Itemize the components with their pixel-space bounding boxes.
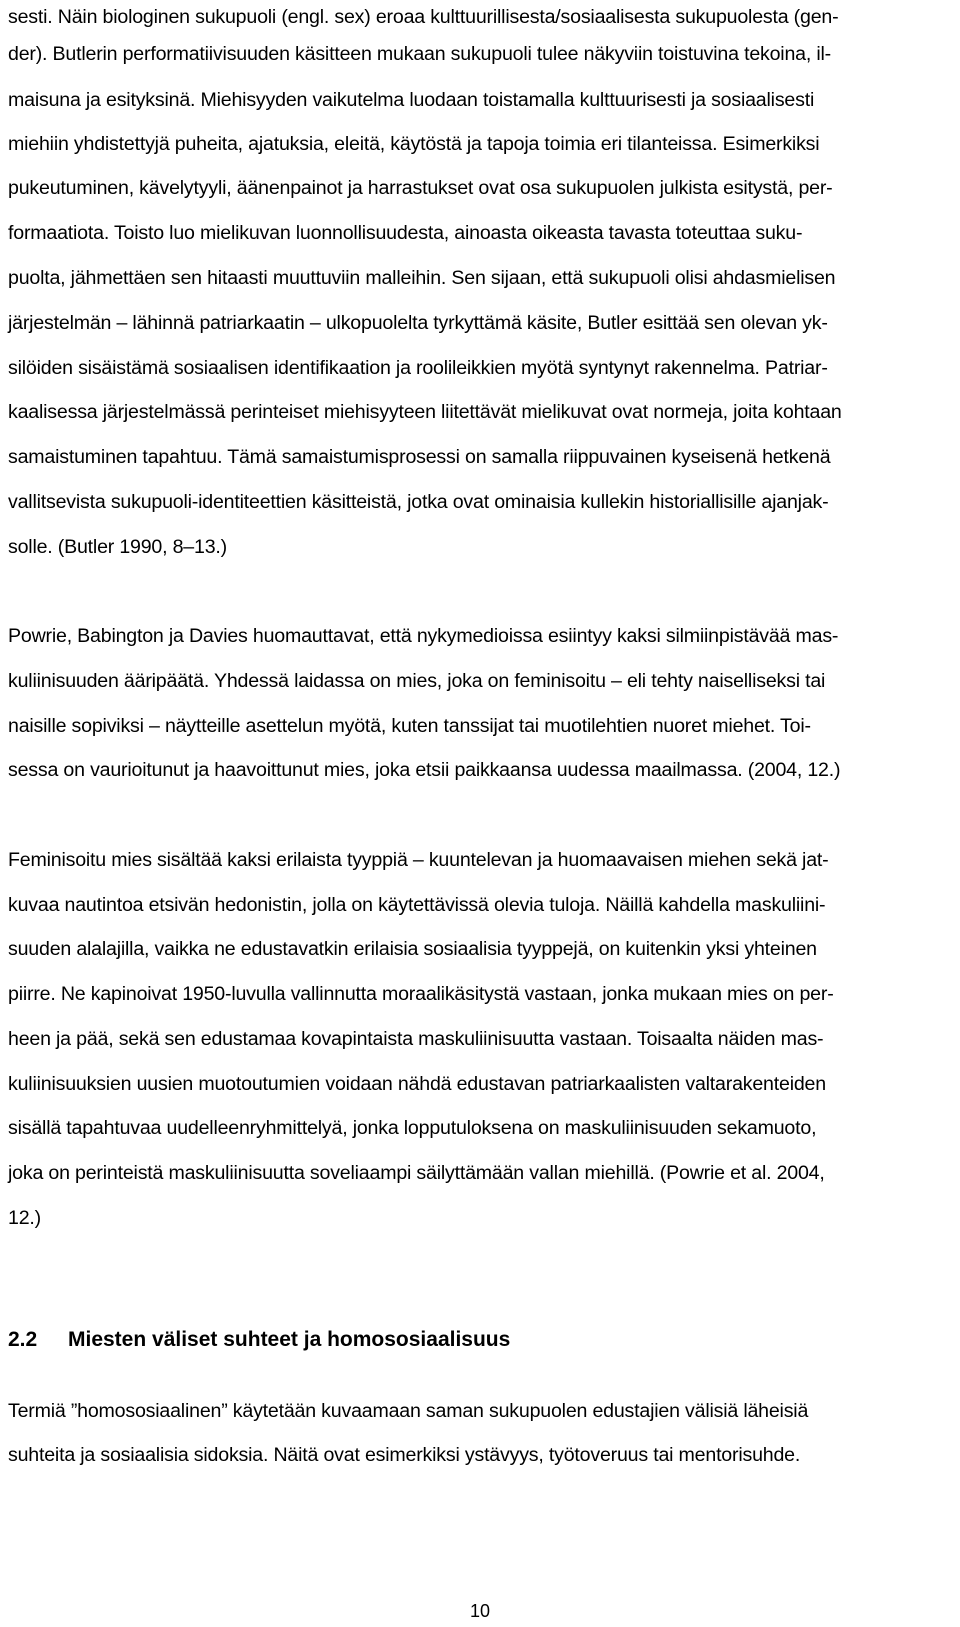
text-line: pukeutuminen, kävelytyyli, äänenpainot ja harrastukset ovat osa sukupuolen julkista esitystä, per- xyxy=(8,177,833,199)
text-line: solle. (Butler 1990, 8–13.) xyxy=(8,536,227,558)
text-line: 12.) xyxy=(8,1207,41,1229)
text-line: kuliinisuuden ääripäätä. Yhdessä laidassa on mies, joka on feminisoitu – eli tehty naiselliseksi tai xyxy=(8,670,826,692)
text-line: joka on perinteistä maskuliinisuutta soveliaampi säilyttämään vallan miehillä. (Powrie et al. 2004, xyxy=(8,1162,825,1184)
text-line: formaatiota. Toisto luo mielikuvan luonnollisuudesta, ainoasta oikeasta tavasta toteuttaa suku- xyxy=(8,222,803,244)
text-line: sisällä tapahtuvaa uudelleenryhmittelyä, jonka lopputuloksena on maskuliinisuuden sekamuoto, xyxy=(8,1117,817,1139)
text-line: heen ja pää, sekä sen edustamaa kovapintaista maskuliinisuutta vastaan. Toisaalta näiden mas- xyxy=(8,1028,824,1050)
text-line: kuvaa nautintoa etsivän hedonistin, jolla on käytettävissä olevia tuloja. Näillä kahdella maskuliini- xyxy=(8,894,826,916)
text-line: sessa on vaurioitunut ja haavoittunut mies, joka etsii paikkaansa uudessa maailmassa. (2004, 12.) xyxy=(8,759,841,781)
text-line: Powrie, Babington ja Davies huomauttavat, että nykymedioissa esiintyy kaksi silmiinpistävää mas- xyxy=(8,625,839,647)
text-line: puolta, jähmettäen sen hitaasti muuttuviin malleihin. Sen sijaan, että sukupuoli olisi ahdasmielisen xyxy=(8,267,836,289)
text-line: järjestelmän – lähinnä patriarkaatin – ulkopuolelta tyrkyttämä käsite, Butler esittää sen olevan yk- xyxy=(8,312,828,334)
text-line: Termiä ”homososiaalinen” käytetään kuvaamaan saman sukupuolen edustajien välisiä läheisiä xyxy=(8,1400,809,1422)
text-line: silöiden sisäistämä sosiaalisen identifikaation ja roolileikkien myötä syntynyt rakennelma. Patriar- xyxy=(8,357,828,379)
text-line: der). Butlerin performatiivisuuden käsitteen mukaan sukupuoli tulee näkyviin toistuvina tekoina, il- xyxy=(8,43,831,65)
text-line: naisille sopiviksi – näytteille asettelun myötä, kuten tanssijat tai muotilehtien nuoret miehet. Toi- xyxy=(8,715,811,737)
text-line: piirre. Ne kapinoivat 1950-luvulla vallinnutta moraalikäsitystä vastaan, jonka mukaan mies on per- xyxy=(8,983,834,1005)
text-line: Feminisoitu mies sisältää kaksi erilaista tyyppiä – kuuntelevan ja huomaavaisen miehen sekä jat- xyxy=(8,849,829,871)
text-line: maisuna ja esityksinä. Miehisyyden vaikutelma luodaan toistamalla kulttuurisesti ja sosiaalisesti xyxy=(8,89,815,111)
text-line: sesti. Näin biologinen sukupuoli (engl. sex) eroaa kulttuurillisesta/sosiaalisesta sukupuolesta (gen- xyxy=(8,6,839,28)
page-number: 10 xyxy=(469,1601,491,1621)
text-line: kuliinisuuksien uusien muotoutumien voidaan nähdä edustavan patriarkaalisten valtarakenteiden xyxy=(8,1073,826,1095)
text-line: suhteita ja sosiaalisia sidoksia. Näitä ovat esimerkiksi ystävyys, työtoveruus tai mentorisuhde. xyxy=(8,1444,801,1466)
section-title: Miesten väliset suhteet ja homososiaalisuus xyxy=(68,1328,511,1351)
text-line: kaalisessa järjestelmässä perinteiset miehisyyteen liitettävät mielikuvat ovat normeja, joita kohtaan xyxy=(8,401,842,423)
section-number: 2.2 xyxy=(8,1328,38,1351)
text-line: suuden alalajilla, vaikka ne edustavatkin erilaisia sosiaalisia tyyppejä, on kuitenkin yksi yhteinen xyxy=(8,938,817,960)
text-line: miehiin yhdistettyjä puheita, ajatuksia, eleitä, käytöstä ja tapoja toimia eri tilanteissa. Esimerkiksi xyxy=(8,133,820,155)
text-line: vallitsevista sukupuoli-identiteettien käsitteistä, jotka ovat ominaisia kullekin historiallisille ajanjak- xyxy=(8,491,829,513)
text-line: samaistuminen tapahtuu. Tämä samaistumisprosessi on samalla riippuvainen kyseisenä hetkenä xyxy=(8,446,831,468)
